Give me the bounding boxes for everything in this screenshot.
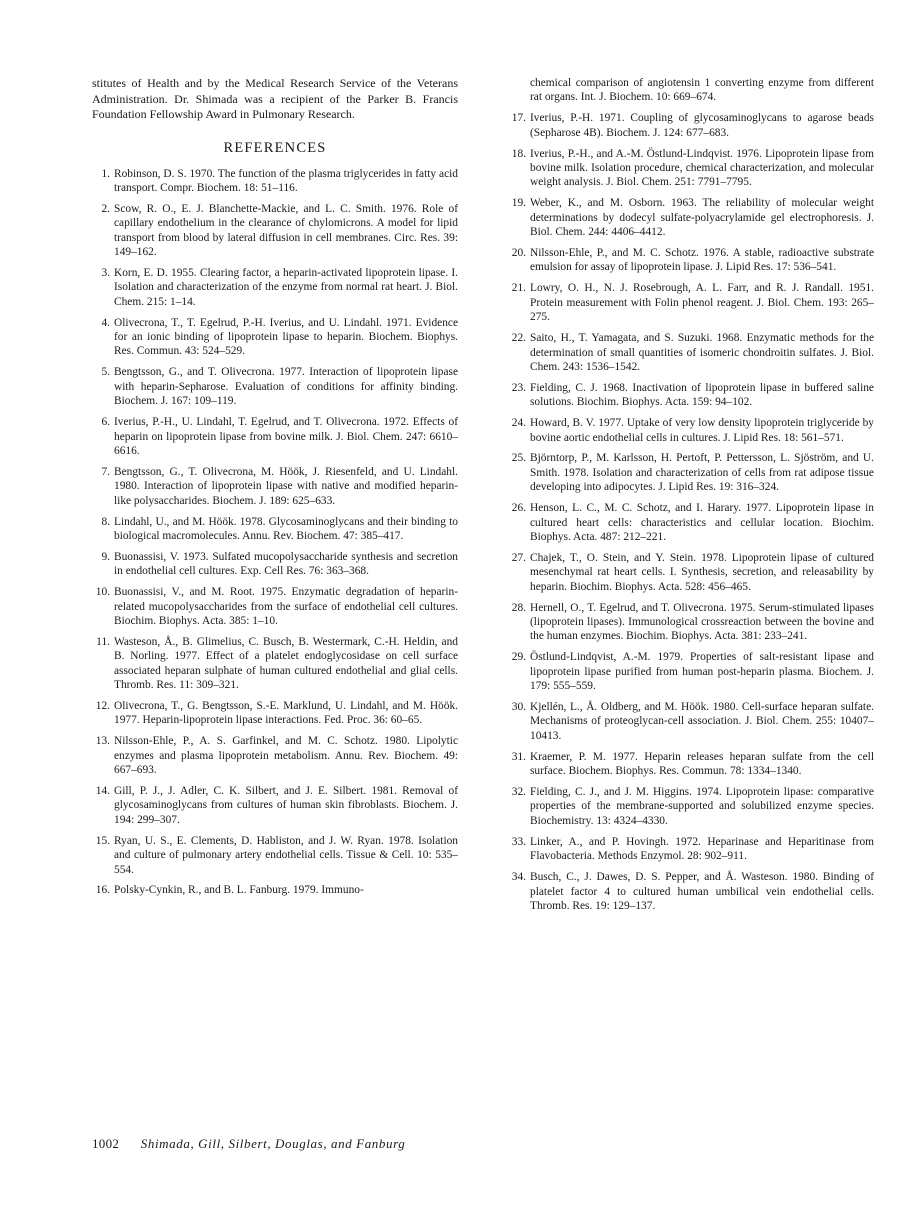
reference-number: 24. [511,417,526,430]
reference-item [92,415,458,458]
reference-text: Nilsson-Ehle, P., and M. C. Schotz. 1976. A stable, radioactive substrate emulsion for assay of lipoprotein lipase. J. Lipid Res. 17: 536–541. [530,247,874,274]
reference-text: Polsky-Cynkin, R., and B. L. Fanburg. 1979. Immuno- [114,884,364,897]
reference-item [508,750,874,779]
reference-item [92,316,458,359]
reference-item [92,784,458,827]
reference-text: Olivecrona, T., T. Egelrud, P.-H. Iverius, and U. Lindahl. 1971. Evidence for an ionic binding of lipoprotein lipase to heparin. Biochem. Biophys. Res. Commun. 43: 524–529. [114,316,458,358]
reference-item [508,281,874,324]
reference-text: chemical comparison of angiotensin 1 converting enzyme from different rat organs. Int. J. Biochem. 10: 669–674. [530,77,874,104]
right-column [508,76,874,920]
reference-text: Kraemer, P. M. 1977. Heparin releases heparan sulfate from the cell surface. Biochem. Biophys. Res. Commun. 78: 1334–1340. [530,750,874,778]
reference-number: 19. [511,197,526,210]
reference-text: Robinson, D. S. 1970. The function of the plasma triglycerides in fatty acid transport. Compr. Biochem. 18: 51–116. [114,167,458,194]
reference-number: 6. [101,416,110,429]
reference-number: 29. [511,651,526,664]
reference-number: 25. [511,452,526,465]
reference-item [508,650,874,693]
reference-text: Scow, R. O., E. J. Blanchette-Mackie, and L. C. Smith. 1976. Role of capillary endothelium in the clearance of chylomicrons. A model for lipid transport from blood by lateral diffusion in cell membranes. Circ. Res. 39: 149–162. [114,202,458,259]
reference-number: 27. [511,551,526,564]
reference-item [508,601,874,644]
page-number: 1002 [92,1136,120,1151]
reference-item [508,451,874,494]
reference-number: 10. [95,586,110,599]
reference-number: 20. [511,247,526,260]
reference-item [508,246,874,275]
reference-text: Olivecrona, T., G. Bengtsson, S.-E. Marklund, U. Lindahl, and M. Höök. 1977. Heparin-lipoprotein lipase interactions. Fed. Proc. 36: 60–65. [114,700,458,727]
reference-number: 30. [511,701,526,714]
reference-text: Iverius, P.-H. 1971. Coupling of glycosaminoglycans to agarose beads (Sepharose 4B). Biochem. J. 124: 677–683. [530,112,874,139]
reference-item [92,734,458,777]
reference-text: Fielding, C. J. 1968. Inactivation of lipoprotein lipase in buffered saline solutions. Biochim. Biophys. Acta. 159: 94–102. [530,381,874,409]
reference-number: 26. [511,502,526,515]
left-column [92,76,458,904]
reference-item [508,331,874,374]
reference-number: 4. [101,316,110,329]
reference-number: 23. [511,381,526,394]
reference-item [92,515,458,544]
reference-text: Fielding, C. J., and J. M. Higgins. 1974. Lipoprotein lipase: comparative properties of the membrane-supported and solubilized enzyme species. Biochemistry. 13: 4324–4330. [530,786,874,827]
reference-number: 33. [511,835,526,848]
reference-item [508,111,874,140]
reference-item [508,835,874,864]
reference-item [508,196,874,239]
reference-item [508,416,874,445]
reference-text: Saito, H., T. Yamagata, and S. Suzuki. 1968. Enzymatic methods for the determination of small quantities of isomeric chondroitin sulfates. J. Biol. Chem. 243: 1536–1542. [530,332,874,373]
reference-item [92,167,458,196]
reference-text: Kjellén, L., Å. Oldberg, and M. Höök. 1980. Cell-surface heparan sulfate. Mechanisms of proteoglycan-cell association. J. Biol. Chem. 255: 10407–10413. [530,701,874,742]
reference-item [92,465,458,508]
reference-number: 9. [101,550,110,563]
page-footer [92,1136,405,1152]
reference-number: 16. [95,884,110,897]
reference-item [508,147,874,190]
reference-number: 21. [511,282,526,295]
reference-text: Bengtsson, G., and T. Olivecrona. 1977. Interaction of lipoprotein lipase with heparin-Sepharose. Evaluation of conditions for affinity binding. Biochem. J. 167: 109–119. [114,366,458,408]
reference-text: Henson, L. C., M. C. Schotz, and I. Harary. 1977. Lipoprotein lipase in cultured heart cells: characteristics and cellular location. Biochim. Biophys. Acta. 487: 212–221. [530,502,874,543]
reference-text: Lowry, O. H., N. J. Rosebrough, A. L. Farr, and R. J. Randall. 1951. Protein measurement with Folin phenol reagent. J. Biol. Chem. 193: 265–275. [530,282,874,324]
reference-text: Howard, B. V. 1977. Uptake of very low density lipoprotein triglyceride by bovine aortic endothelial cells in cultures. J. Lipid Res. 18: 561–571. [530,417,874,444]
reference-text: Bengtsson, G., T. Olivecrona, M. Höök, J. Riesenfeld, and U. Lindahl. 1980. Interaction of lipoprotein lipase with native and modified heparin-like polysaccharides. Biochem. J. 189: 625–633. [114,465,458,507]
reference-number: 28. [511,601,526,614]
reference-item [92,834,458,877]
running-authors: Shimada, Gill, Silbert, Douglas, and Fanburg [140,1136,406,1151]
reference-item [508,551,874,594]
reference-number: 5. [101,366,110,379]
reference-item [508,870,874,913]
reference-text: Weber, K., and M. Osborn. 1963. The reliability of molecular weight determinations by dodecyl sulfate-polyacrylamide gel electrophoresis. J. Biol. Chem. 244: 4406–4412. [530,197,874,239]
reference-item [508,381,874,410]
reference-text: Gill, P. J., J. Adler, C. K. Silbert, and J. E. Silbert. 1981. Removal of glycosaminoglycans from cultures of human skin fibroblasts. Biochem. J. 194: 299–307. [114,785,458,826]
reference-text: Buonassisi, V. 1973. Sulfated mucopolysaccharide synthesis and secretion in endothelial cell cultures. Exp. Cell Res. 76: 363–368. [114,550,458,578]
reference-number: 34. [511,871,526,884]
reference-text: Hernell, O., T. Egelrud, and T. Olivecrona. 1975. Serum-stimulated lipases (lipoprotein lipases). Immunological crossreaction between the bovine and the human enzymes. Biochim. Biophys. Acta. 381: 233–241. [530,601,874,643]
reference-number: 1. [101,167,110,180]
reference-number: 14. [95,785,110,798]
reference-text: Chajek, T., O. Stein, and Y. Stein. 1978. Lipoprotein lipase of cultured mesenchymal rat heart cells. I. Synthesis, secretion, and releasability by heparin. Biochim. Biophys. Acta. 528: 456–465. [530,551,874,593]
reference-number: 12. [95,700,110,712]
reference-item [92,635,458,693]
reference-item [92,266,458,309]
reference-text: Iverius, P.-H., and A.-M. Östlund-Lindqvist. 1976. Lipoprotein lipase from bovine milk. Isolation procedure, chemical characterization, and molecular weight analysis. J. Biol. Chem. 251: 7791–7795. [530,147,874,189]
reference-item [92,699,458,728]
reference-number: 7. [101,465,110,478]
reference-number: 8. [101,515,110,528]
reference-item [508,700,874,743]
reference-item [92,585,458,628]
reference-number: 11. [96,635,110,648]
reference-text: Östlund-Lindqvist, A.-M. 1979. Properties of salt-resistant lipase and lipoprotein lipase purified from human post-heparin plasma. Biochem. J. 179: 555–559. [530,651,874,693]
reference-number: 15. [95,834,110,847]
reference-item [508,785,874,828]
reference-list-left [92,167,458,898]
reference-text: Buonassisi, V., and M. Root. 1975. Enzymatic degradation of heparin-related mucopolysaccharides from the surface of endothelial cell cultures. Biochim. Biophys. Acta. 385: 1–10. [114,586,458,627]
reference-item [508,501,874,544]
reference-number: 2. [101,202,110,215]
reference-number: 32. [511,786,526,799]
reference-item [92,550,458,579]
reference-text: Busch, C., J. Dawes, D. S. Pepper, and Å. Wasteson. 1980. Binding of platelet factor 4 to cultured human umbilical vein endothelial cells. Thromb. Res. 19: 129–137. [530,871,874,912]
reference-text: Björntorp, P., M. Karlsson, H. Pertoft, P. Pettersson, L. Sjöström, and U. Smith. 1978. Isolation and characterization of cells from rat adipose tissue developing into adipocytes. J. Lipid Res. 19: 316–324. [530,452,874,494]
reference-text: Linker, A., and P. Hovingh. 1972. Heparinase and Heparitinase from Flavobacteria. Methods Enzymol. 28: 902–911. [530,835,874,863]
reference-list-right [508,76,874,913]
reference-number: 31. [511,750,526,763]
reference-number: 18. [511,147,526,160]
reference-item [92,365,458,408]
reference-number: 13. [95,735,110,748]
reference-item [92,883,458,897]
reference-text: Lindahl, U., and M. Höök. 1978. Glycosaminoglycans and their binding to biological macromolecules. Annu. Rev. Biochem. 47: 385–417. [114,515,458,542]
reference-number: 3. [101,266,110,279]
reference-continuation [508,76,874,105]
acknowledgment-text: stitutes of Health and by the Medical Research Service of the Veterans Administration. Dr. Shimada was a recipient of the Parker B. Francis Foundation Fellowship Award in Pulmonary Research. [92,76,458,121]
reference-number: 22. [511,332,526,345]
reference-item [92,202,458,260]
references-heading: REFERENCES [223,139,327,156]
reference-text: Iverius, P.-H., U. Lindahl, T. Egelrud, and T. Olivecrona. 1972. Effects of heparin on lipoprotein lipase from bovine milk. J. Biol. Chem. 247: 6610–6616. [114,416,458,457]
reference-text: Ryan, U. S., E. Clements, D. Habliston, and J. W. Ryan. 1978. Isolation and culture of pulmonary artery endothelial cells. Tissue & Cell. 10: 535–554. [114,834,458,876]
reference-number: 17. [511,112,526,125]
reference-text: Korn, E. D. 1955. Clearing factor, a heparin-activated lipoprotein lipase. I. Isolation and characterization of the enzyme from normal rat heart. J. Biol. Chem. 215: 1–14. [114,266,458,308]
reference-text: Nilsson-Ehle, P., A. S. Garfinkel, and M. C. Schotz. 1980. Lipolytic enzymes and plasma lipoprotein metabolism. Annu. Rev. Biochem. 49: 667–693. [114,735,458,777]
reference-text: Wasteson, Å., B. Glimelius, C. Busch, B. Westermark, C.-H. Heldin, and B. Norling. 1977. Effect of a platelet endoglycosidase on cell surface associated heparan sulphate of human cultured endothelial and glial cells. Thromb. Res. 11: 309–321. [114,635,458,692]
